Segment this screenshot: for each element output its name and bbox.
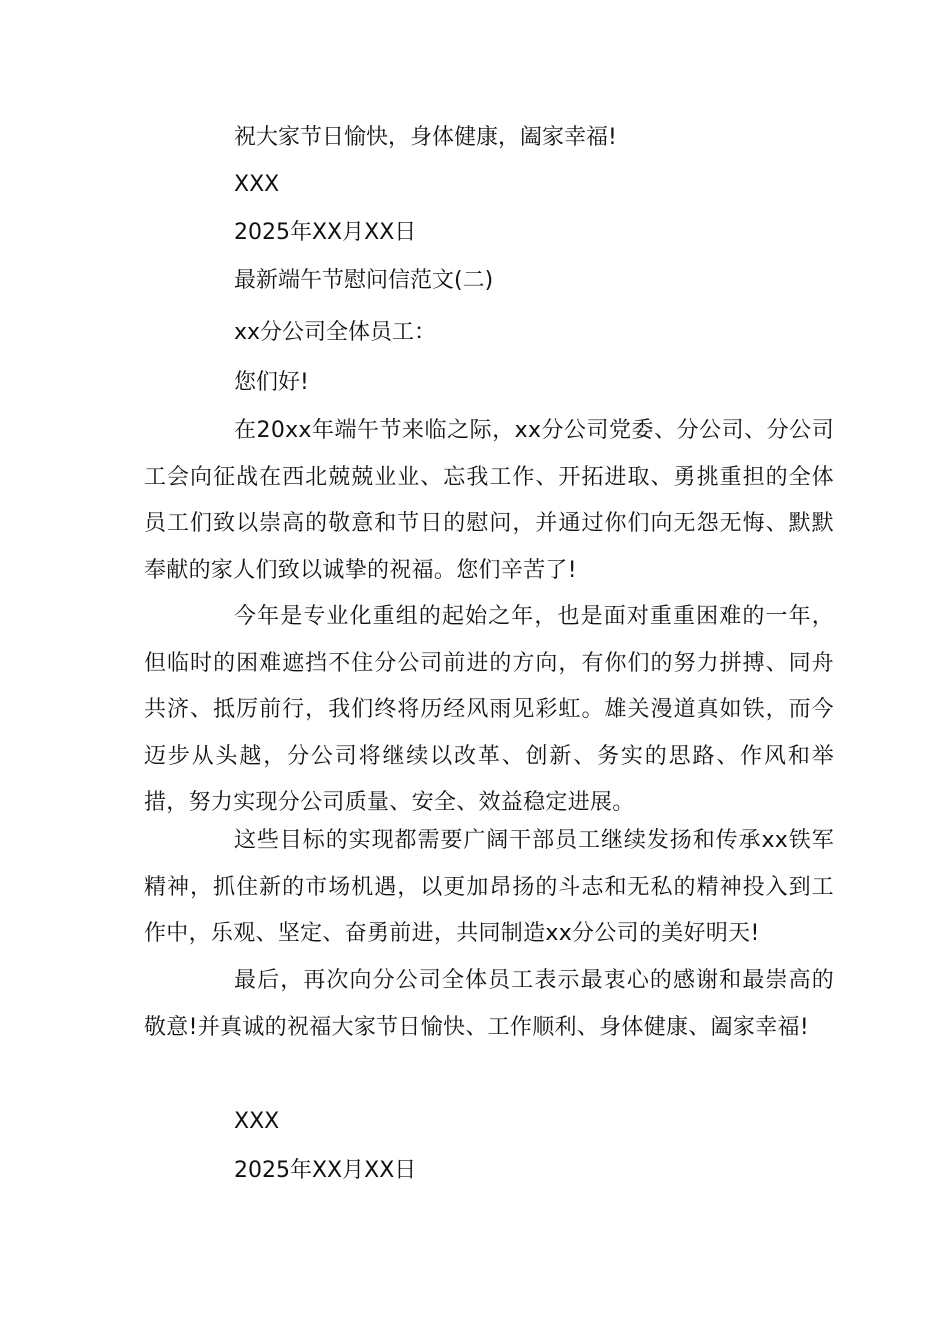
signature-2: XXX	[234, 1109, 280, 1134]
salutation: xx分公司全体员工：	[234, 320, 437, 345]
body-paragraph-3: 这些目标的实现都需要广阔干部员工继续发扬和传承xx铁军精神，抓住新的市场机遇，以更加昂扬的斗志和无私的精神投入到工作中，乐观、坚定、奋勇前进，共同制造xx分公司的美好明天!	[144, 828, 834, 947]
body-paragraph-1: 在20xx年端午节来临之际，xx分公司党委、分公司、分公司工会向征战在西北兢兢业业、忘我工作、开拓进取、勇挑重担的全体员工们致以崇高的敬意和节日的慰问，并通过你们向无怨无悔、默默奉献的家人们致以诚挚的祝福。您们辛苦了!	[144, 418, 834, 583]
date: 2025年XX月XX日	[234, 220, 417, 245]
closing-wish: 祝大家节日愉快，身体健康，阖家幸福!	[234, 125, 617, 150]
greeting: 您们好!	[234, 370, 309, 395]
body-paragraph-2: 今年是专业化重组的起始之年，也是面对重重困难的一年，但临时的困难遮挡不住分公司前进的方向，有你们的努力拼搏、同舟共济、抵厉前行，我们终将历经风雨见彩虹。雄关漫道真如铁，而今迈步从头越，分公司将继续以改革、创新、务实的思路、作风和举措，努力实现分公司质量、安全、效益稳定进展。	[144, 604, 834, 816]
date-2: 2025年XX月XX日	[234, 1158, 417, 1183]
signature: XXX	[234, 172, 280, 197]
body-paragraph-4: 最后，再次向分公司全体员工表示最衷心的感谢和最崇高的敬意!并真诚的祝福大家节日愉快、工作顺利、身体健康、阖家幸福!	[144, 968, 834, 1040]
letter-title: 最新端午节慰问信范文(二)	[234, 268, 494, 293]
